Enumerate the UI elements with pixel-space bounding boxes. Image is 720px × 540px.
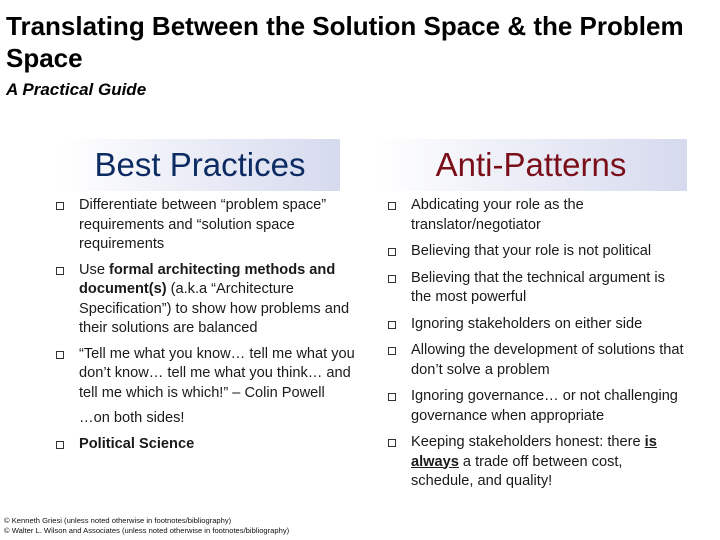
anti-patterns-list [388,196,688,492]
square-bullet-icon [56,267,64,275]
emphasis-is: is [644,434,657,450]
list-item: Abdicating your role as the translator/negotiator [388,196,688,235]
best-practices-header [60,139,340,191]
list-item: Use formal architecting methods and document(s) (a.k.a “Architecture Specification”) to show how problems and their solutions are balanced [56,261,356,339]
continuation-text: …on both sides! [79,410,185,426]
anti-patterns-heading: Anti-Patterns [435,146,627,183]
square-bullet-icon [388,347,396,355]
square-bullet-icon [388,439,396,447]
copyright-line: © Kenneth Griesi (unless noted otherwise in footnotes/bibliography) [4,516,232,525]
copyright-footer [4,516,289,536]
square-bullet-icon [388,202,396,210]
list-item: Believing that your role is not political [388,242,688,262]
square-bullet-icon [388,275,396,283]
slide-title: Translating Between the Solution Space & the Problem Space [6,11,684,73]
square-bullet-icon [56,202,64,210]
square-bullet-icon [388,393,396,401]
list-item: Keeping stakeholders honest: there is always a trade off between cost, schedule, and quality! [388,433,688,492]
square-bullet-icon [56,351,64,359]
list-item: Ignoring stakeholders on either side [388,315,688,335]
best-practices-heading: Best Practices [94,146,306,183]
list-item: Differentiate between “problem space” requirements and “solution space requirements [56,196,356,255]
square-bullet-icon [56,441,64,449]
square-bullet-icon [388,321,396,329]
slide-subtitle: A Practical Guide [6,80,147,99]
anti-patterns-header [375,139,687,191]
list-item: Political Science [56,435,356,455]
list-item: Believing that the technical argument is the most powerful [388,269,688,308]
best-practices-list [56,196,356,454]
bold-text: formal architecting methods and document(s) [79,261,336,297]
list-item: Allowing the development of solutions that don’t solve a problem [388,341,688,380]
emphasis-always: always [411,453,459,470]
square-bullet-icon [388,248,396,256]
list-item: “Tell me what you know… tell me what you don’t know… tell me what you think… and tell me which is which!” – Colin Powell [56,345,356,404]
copyright-line: © Walter L. Wilson and Associates (unless noted otherwise in footnotes/bibliography) [4,526,290,535]
list-item: Ignoring governance… or not challenging governance when appropriate [388,387,688,426]
